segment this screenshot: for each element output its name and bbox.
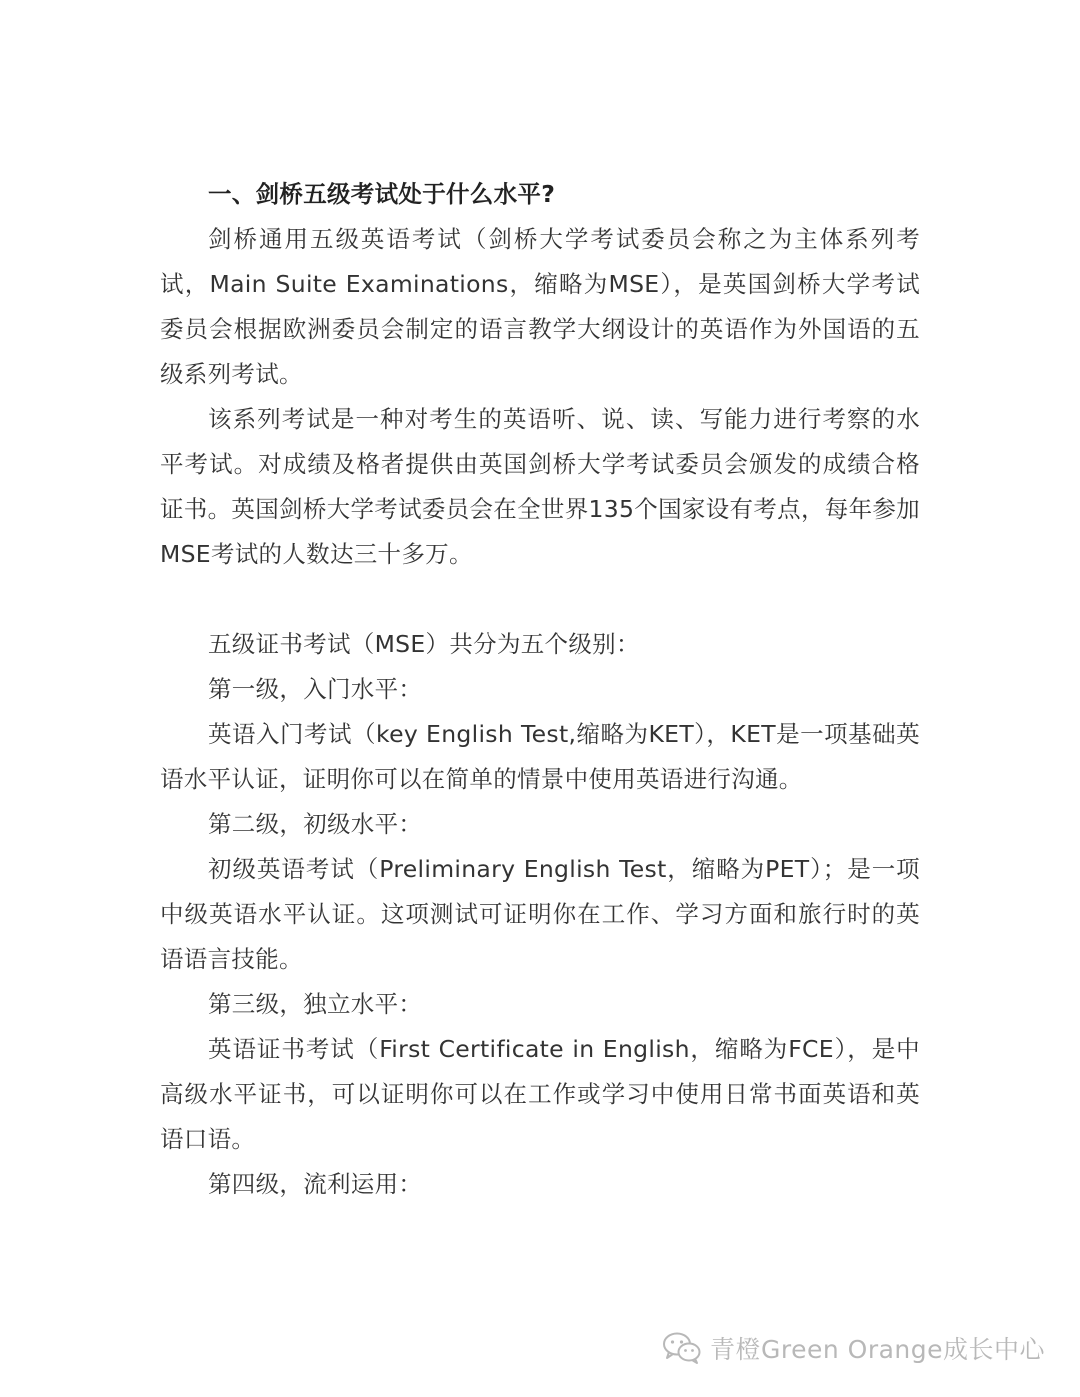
levels-intro: 五级证书考试（MSE）共分为五个级别： [208, 630, 640, 658]
wechat-icon [662, 1331, 702, 1365]
level-2-title: 第二级，初级水平： [208, 810, 423, 838]
paragraph-mse-intro: 剑桥通用五级英语考试（剑桥大学考试委员会称之为主体系列考试，Main Suite Examinations，缩略为MSE），是英国剑桥大学考试委员会根据欧洲委员会制定的语言教学大纲设计的英语作为外国语的五级系列考试。 [160, 225, 920, 388]
level-3-desc: 英语证书考试（First Certificate in English，缩略为FCE），是中高级水平证书，可以证明你可以在工作或学习中使用日常书面英语和英语口语。 [160, 1035, 920, 1153]
article-body [160, 172, 920, 1207]
level-4-title: 第四级，流利运用： [208, 1170, 423, 1198]
level-1-title: 第一级，入门水平： [208, 675, 423, 703]
level-2-desc: 初级英语考试（Preliminary English Test，缩略为PET）；是一项中级英语水平认证。这项测试可证明你在工作、学习方面和旅行时的英语语言技能。 [160, 855, 920, 973]
paragraph-spacer [160, 577, 920, 622]
level-3-title: 第三级，独立水平： [208, 990, 423, 1018]
watermark-text: 青橙Green Orange成长中心 [710, 1335, 1046, 1364]
account-watermark [662, 1326, 1045, 1370]
paragraph-mse-scope: 该系列考试是一种对考生的英语听、说、读、写能力进行考察的水平考试。对成绩及格者提供由英国剑桥大学考试委员会颁发的成绩合格证书。英国剑桥大学考试委员会在全世界135个国家设有考点，每年参加MSE考试的人数达三十多万。 [160, 405, 920, 568]
section-heading: 一、剑桥五级考试处于什么水平? [208, 180, 556, 208]
level-1-desc: 英语入门考试（key English Test,缩略为KET），KET是一项基础英语水平认证，证明你可以在简单的情景中使用英语进行沟通。 [160, 720, 920, 793]
